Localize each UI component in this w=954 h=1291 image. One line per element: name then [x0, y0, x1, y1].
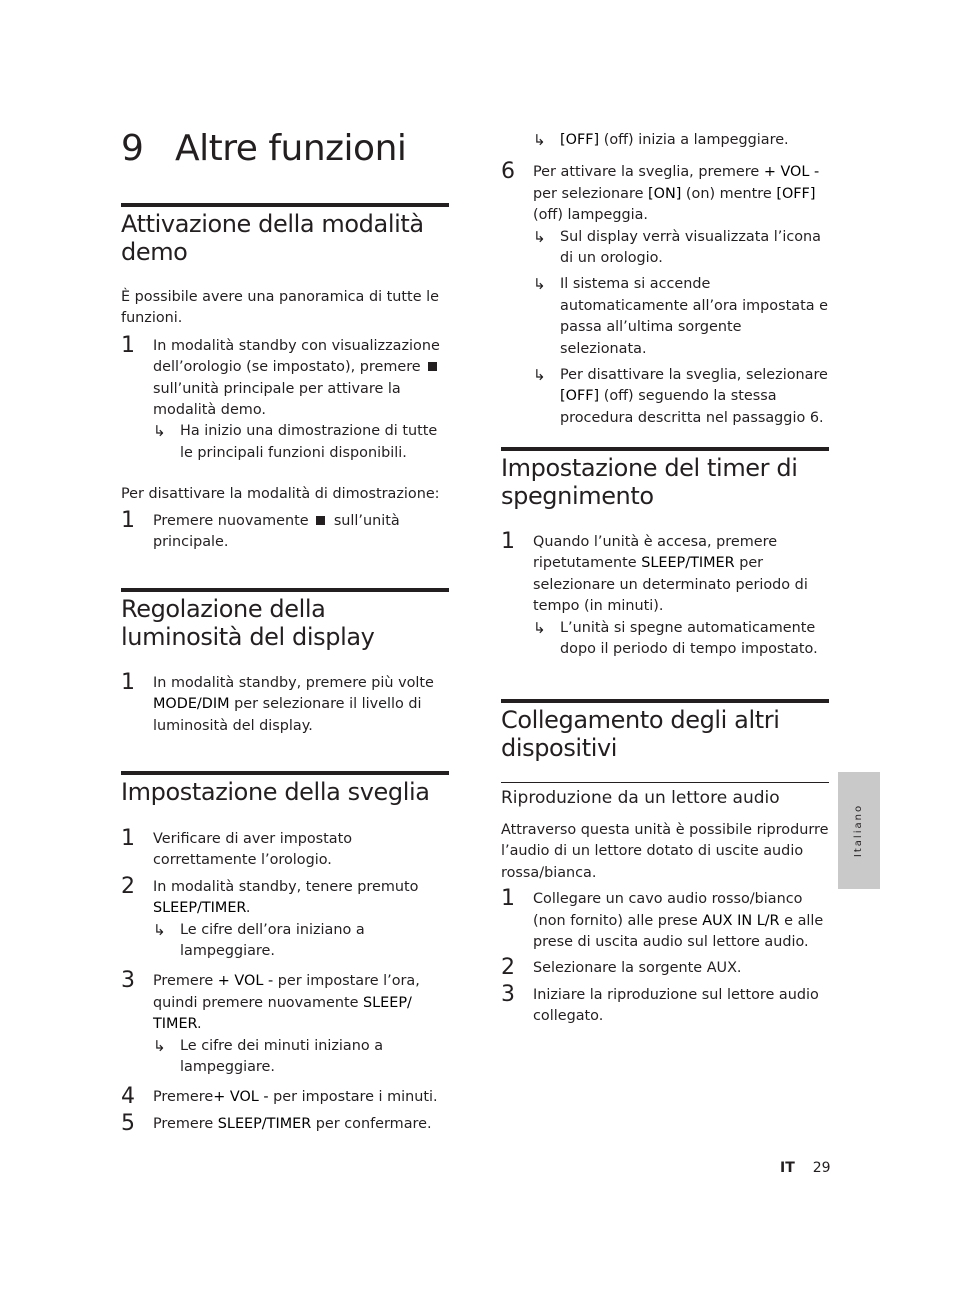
- demo-step-1: [121, 332, 449, 464]
- language-side-tab-label: Italiano: [853, 803, 864, 858]
- demo-step1-b: sull’unità principale per attivare la modalità demo.: [153, 380, 401, 419]
- alarm-step6-result-3: [533, 365, 829, 429]
- sleep-step1-a: Quando l’unità è accesa, premere ripetutamente: [533, 534, 778, 572]
- alarm-step6-d: (off) lampeggia.: [533, 207, 649, 224]
- brightness-step1-b: per selezionare il livello di luminosità del display.: [153, 696, 422, 734]
- alarm-step6-result3-b: (off) seguendo la stessa procedura descritta nel passaggio 6.: [560, 388, 824, 426]
- alarm-step6-b: per selezionare: [533, 185, 644, 202]
- step-number: 1: [501, 529, 515, 554]
- alarm-step6-c: (on) mentre: [685, 185, 772, 202]
- alarm-step3-b: per impostare l’ora, quindi premere nuovamente: [153, 973, 420, 1011]
- connect-intro: Attraverso questa unità è possibile riprodurre l’audio di un lettore dotato di uscite audio rossa/bianca.: [501, 822, 829, 881]
- alarm-body-continued: [501, 130, 829, 429]
- alarm-step2-result-text: Le cifre dell’ora iniziano a lampeggiare.: [180, 921, 365, 960]
- off-key: [OFF]: [560, 132, 600, 148]
- demo-step2-b: sull’unità principale.: [153, 512, 400, 551]
- section-heading-sleep-timer: Impostazione del timer di spegnimento: [501, 454, 798, 510]
- alarm-step3-a: Premere: [153, 973, 214, 990]
- sleep-step-1: [501, 529, 829, 660]
- chapter-title-text: Altre funzioni: [175, 128, 407, 169]
- result-arrow-icon: ↳: [533, 618, 546, 637]
- result-arrow-icon: ↳: [533, 366, 546, 385]
- demo-body: [121, 287, 449, 553]
- chapter-title: [121, 126, 406, 172]
- step-number: 1: [121, 507, 135, 533]
- alarm-step-4: [121, 1084, 449, 1110]
- vol-key: + VOL -: [217, 973, 274, 990]
- alarm-step6-result-2: [533, 274, 829, 360]
- off-key: [OFF]: [776, 185, 816, 202]
- demo-disable-step-1: [121, 507, 449, 554]
- section-sleep-timer: [501, 447, 829, 510]
- alarm-step-1: [121, 826, 449, 872]
- alarm-step5-b: per confermare.: [315, 1115, 432, 1132]
- section-brightness: [121, 588, 449, 651]
- off-key: [OFF]: [560, 388, 600, 405]
- step-number: 3: [501, 981, 515, 1007]
- alarm-step3-result-text: Le cifre dei minuti iniziano a lampeggiare.: [180, 1037, 384, 1076]
- sleep-timer-key: SLEEP/TIMER: [217, 1115, 312, 1132]
- sleep-timer-key: SLEEP/TIMER: [641, 555, 735, 572]
- subsection-audio-player: [501, 782, 829, 810]
- section-heading-brightness: Regolazione della luminosità del display: [121, 595, 375, 651]
- subsection-heading-audio-player: Riproduzione da un lettore audio: [501, 788, 780, 808]
- sleep-body: [501, 529, 829, 660]
- sleep-step1-result: [533, 618, 829, 661]
- alarm-body: [121, 826, 449, 1136]
- alarm-step6-result1-text: Sul display verrà visualizzata l’icona di un orologio.: [560, 228, 821, 267]
- connect-step-2: [501, 955, 829, 981]
- result-arrow-icon: ↳: [153, 920, 166, 939]
- alarm-step4-b: per impostare i minuti.: [273, 1089, 438, 1106]
- step-number: 5: [121, 1110, 135, 1136]
- step-number: 6: [501, 159, 515, 185]
- section-alarm: [121, 771, 449, 806]
- step-number: 1: [121, 826, 135, 851]
- footer-language: IT: [780, 1160, 795, 1176]
- section-heading-connect: Collegamento degli altri dispositivi: [501, 706, 780, 762]
- connect-step1-b: e alle prese di uscita audio sul lettore audio.: [533, 912, 824, 951]
- alarm-step6-a: Per attivare la sveglia, premere: [533, 164, 760, 181]
- stop-icon: [428, 362, 437, 371]
- on-key: [ON]: [648, 185, 682, 202]
- page-footer: [780, 1158, 830, 1179]
- connect-step-3: [501, 981, 829, 1028]
- sleep-step1-b: per selezionare un determinato periodo di tempo (in minuti).: [533, 555, 808, 615]
- demo-disable-label: Per disattivare la modalità di dimostrazione:: [121, 486, 440, 503]
- connect-body: [501, 820, 829, 1028]
- section-connect: [501, 699, 829, 762]
- section-heading-alarm: Impostazione della sveglia: [121, 778, 430, 806]
- result-arrow-icon: ↳: [533, 275, 546, 294]
- result-arrow-icon: ↳: [533, 227, 546, 246]
- alarm-step2-a: In modalità standby, tenere premuto: [153, 878, 419, 895]
- step-number: 1: [501, 886, 515, 912]
- result-arrow-icon: ↳: [533, 131, 546, 149]
- alarm-step5-result-text: (off) inizia a lampeggiare.: [603, 132, 789, 148]
- page-number: 29: [812, 1160, 831, 1176]
- brightness-step1-a: In modalità standby, premere più volte: [153, 675, 434, 691]
- step-number: 2: [121, 873, 135, 899]
- alarm-step6-result3-a: Per disattivare la sveglia, selezionare: [560, 367, 828, 384]
- connect-step1-a: Collegare un cavo audio rosso/bianco (non fornito) alle prese: [533, 891, 803, 929]
- sleep-timer-key: SLEEP/ TIMER: [153, 994, 412, 1033]
- demo-step2-a: Premere nuovamente: [153, 512, 309, 529]
- step-number: 4: [121, 1084, 135, 1110]
- demo-step1-result-text: Ha inizio una dimostrazione di tutte le principali funzioni disponibili.: [180, 423, 438, 461]
- alarm-step5-result-wrap: [501, 130, 829, 151]
- brightness-body: [121, 670, 449, 737]
- vol-key: + VOL -: [213, 1089, 269, 1106]
- step-number: 1: [121, 670, 135, 695]
- alarm-step4-a: Premere: [153, 1089, 214, 1106]
- alarm-step-2: 2 In modalità standby, tenere premuto SLEEP/TIMER. ↳ Le cifre dell’ora iniziano a lampeggiare.: [121, 877, 449, 963]
- result-arrow-icon: ↳: [153, 1036, 166, 1055]
- step-number: 1: [121, 332, 135, 358]
- connect-step2-text: Selezionare la sorgente AUX.: [533, 960, 742, 977]
- aux-in-key: AUX IN L/R: [702, 912, 780, 929]
- sleep-timer-key: SLEEP/TIMER: [153, 900, 246, 917]
- step-number: 3: [121, 968, 135, 994]
- alarm-step5-a: Premere: [153, 1115, 214, 1132]
- demo-intro: È possibile avere una panoramica di tutte le funzioni.: [121, 289, 439, 327]
- alarm-step6-result2-text: Il sistema si accende automaticamente all’ora impostata e passa all’ultima sorgente selezionata.: [560, 276, 828, 357]
- alarm-step5-result: [533, 130, 829, 151]
- stop-icon: [316, 516, 325, 525]
- chapter-number: 9: [121, 128, 144, 169]
- alarm-step-6: [501, 159, 829, 429]
- connect-step-1: [501, 886, 829, 953]
- step-number: 2: [501, 955, 515, 981]
- demo-step1-a: In modalità standby con visualizzazione dell’orologio (se impostato), premere: [153, 337, 440, 376]
- connect-step3-text: Iniziare la riproduzione sul lettore audio collegato.: [533, 986, 819, 1025]
- alarm-step1-text: Verificare di aver impostato correttamente l’orologio.: [153, 831, 353, 869]
- mode-dim-key: MODE/DIM: [153, 696, 230, 713]
- alarm-step-3: 3 Premere + VOL - per impostare l’ora, quindi premere nuovamente SLEEP/ TIMER. ↳ Le cifre dei minuti iniziano a lampeggiare.: [121, 971, 449, 1078]
- sleep-step1-result-text: L’unità si spegne automaticamente dopo il periodo di tempo impostato.: [560, 619, 818, 658]
- alarm-step2-result: [153, 920, 449, 963]
- alarm-step-5: [121, 1110, 449, 1136]
- alarm-step6-result-1: [533, 227, 829, 270]
- demo-step1-result: [153, 421, 449, 464]
- vol-key: + VOL -: [763, 164, 820, 181]
- brightness-step-1: [121, 670, 449, 737]
- result-arrow-icon: ↳: [153, 422, 166, 441]
- section-demo: [121, 203, 449, 266]
- section-heading-demo: Attivazione della modalità demo: [121, 210, 424, 266]
- language-side-tab: [838, 772, 880, 889]
- alarm-step3-result: [153, 1036, 449, 1079]
